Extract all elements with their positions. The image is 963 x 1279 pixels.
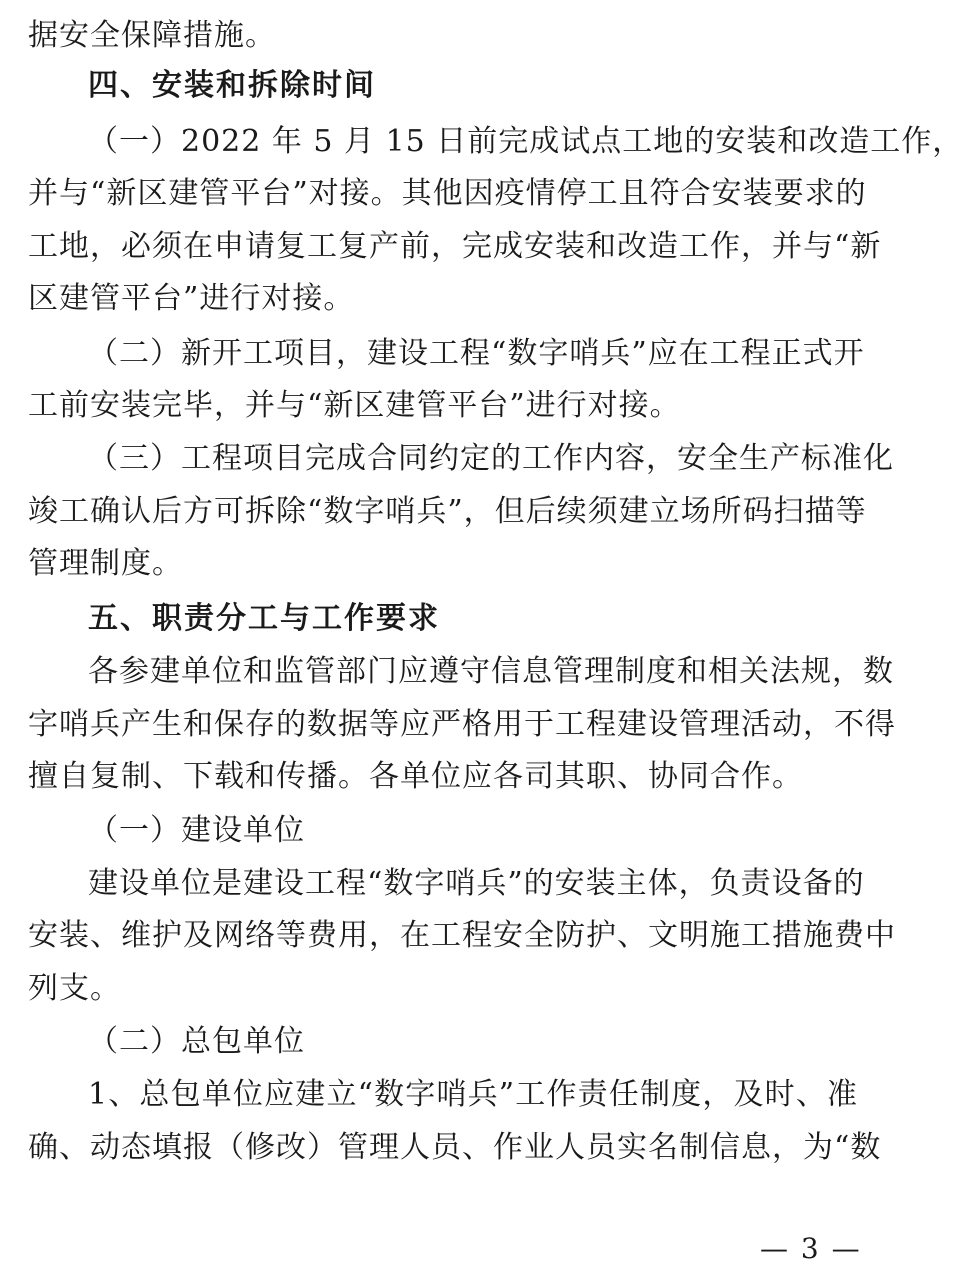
paragraph-first-line: （三）工程项目完成合同约定的工作内容，安全生产标准化 xyxy=(88,441,894,476)
paragraph-first-line: 建设单位是建设工程“数字哨兵”的安装主体，负责设备的 xyxy=(88,866,865,901)
paragraph-first-line: （二）新开工项目，建设工程“数字哨兵”应在工程正式开 xyxy=(88,336,865,371)
body-text-line: 擅自复制、下载和传播。各单位应各司其职、协同合作。 xyxy=(28,759,803,794)
paragraph-first-line: 1、总包单位应建立“数字哨兵”工作责任制度，及时、准 xyxy=(88,1077,858,1112)
subsection-heading: （一）建设单位 xyxy=(88,813,305,848)
page-number: — 3 — xyxy=(760,1232,862,1265)
body-text-line: 工地，必须在申请复工复产前，完成安装和改造工作，并与“新 xyxy=(28,229,882,264)
body-text-line: 并与“新区建管平台”对接。其他因疫情停工且符合安装要求的 xyxy=(28,176,867,211)
body-text-line: 确、动态填报（修改）管理人员、作业人员实名制信息，为“数 xyxy=(28,1130,882,1165)
body-text-line: 安装、维护及网络等费用，在工程安全防护、文明施工措施费中 xyxy=(28,918,896,953)
body-text-line: 据安全保障措施。 xyxy=(28,18,276,53)
paragraph-first-line: （一）2022 年 5 月 15 日前完成试点工地的安装和改造工作， xyxy=(88,124,963,159)
section-heading: 四、安装和拆除时间 xyxy=(88,68,376,103)
body-text-line: 管理制度。 xyxy=(28,546,183,581)
body-text-line: 竣工确认后方可拆除“数字哨兵”，但后续须建立场所码扫描等 xyxy=(28,494,867,529)
body-text-line: 列支。 xyxy=(28,971,121,1006)
body-text-line: 字哨兵产生和保存的数据等应严格用于工程建设管理活动，不得 xyxy=(28,707,896,742)
section-heading: 五、职责分工与工作要求 xyxy=(88,601,440,636)
body-text-line: 区建管平台”进行对接。 xyxy=(28,281,355,316)
body-text-line: 工前安装完毕，并与“新区建管平台”进行对接。 xyxy=(28,388,681,423)
paragraph-first-line: 各参建单位和监管部门应遵守信息管理制度和相关法规，数 xyxy=(88,654,894,689)
subsection-heading: （二）总包单位 xyxy=(88,1024,305,1059)
